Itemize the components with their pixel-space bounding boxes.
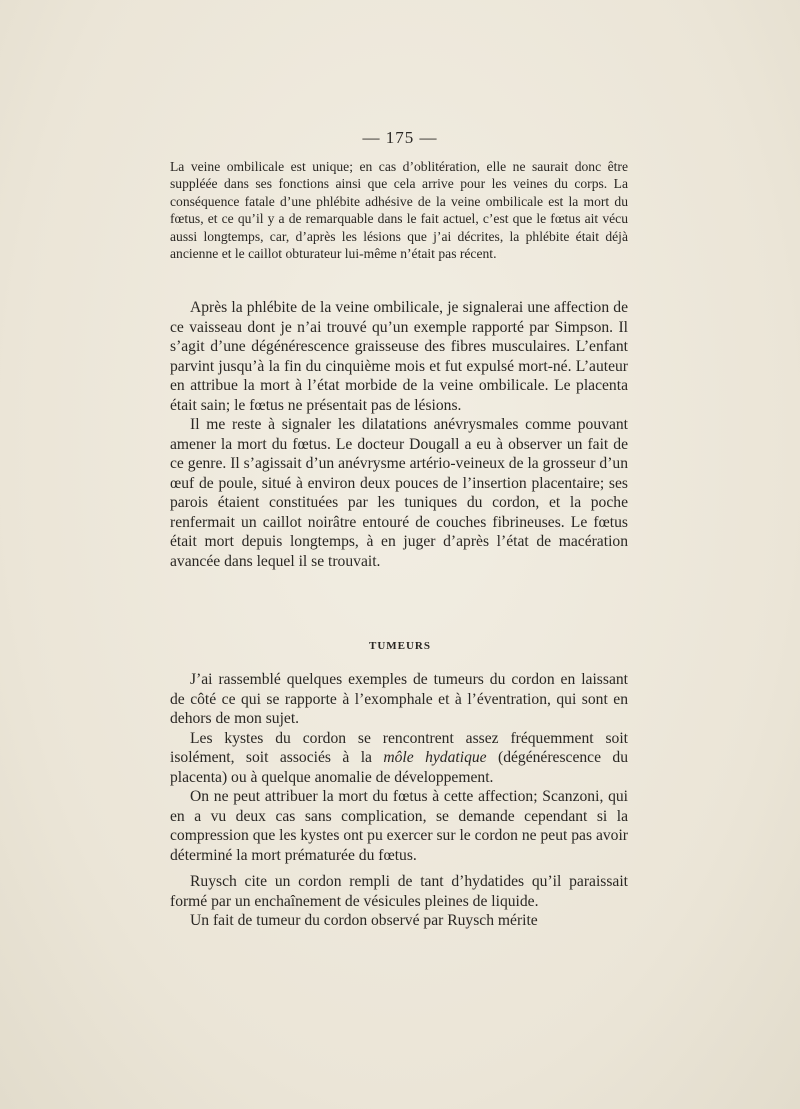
text-block-top <box>170 158 628 262</box>
paragraph-5-text-start: Les kystes du cordon se rencontrent assez fréquemment soit isolément, soit associés à la <box>170 729 628 766</box>
text-block-bottom <box>170 670 628 931</box>
paragraph-1: La veine ombilicale est unique; en cas d’oblitération, elle ne saurait donc être suppléée dans ses fonctions ainsi que cela arrive pour les veines du corps. La conséquence fatale d’une phlébite adhésive de la veine ombilicale est la mort du fœtus, et ce qu’il y a de remarquable dans le fait actuel, c’est que le fœtus ait vécu aussi longtemps, car, d’après les lésions que j’ai décrites, la phlébite était déjà ancienne et le caillot obturateur lui-même n’était pas récent. <box>170 159 628 262</box>
paragraph-4: J’ai rassemblé quelques exemples de tumeurs du cordon en laissant de côté ce qui se rapporte à l’exomphale et à l’éventration, qui sont en dehors de mon sujet. <box>170 671 628 727</box>
page-number: — 175 — <box>362 128 438 147</box>
text-block-middle <box>170 298 628 571</box>
paragraph-5-italic: môle hydatique <box>383 749 487 766</box>
paragraph-5-text-end: (dégénérescence du placenta) ou à quelque anomalie de développement. <box>170 749 629 786</box>
paragraph-2: Après la phlébite de la veine ombilicale, je signalerai une affection de ce vaisseau dont je n’ai trouvé qu’un exemple rapporté par Simpson. Il s’agit d’une dégénérescence graisseuse des fibres musculaires. L’enfant parvint jusqu’à la fin du cinquième mois et fut expulsé mort-né. L’auteur en attribue la mort à l’état morbide de la veine ombilicale. Le placenta était sain; le fœtus ne présentait pas de lésions. <box>170 299 628 414</box>
paragraph-7: Ruysch cite un cordon rempli de tant d’hydatides qu’il paraissait formé par un enchaînement de vésicules pleines de liquide. <box>170 873 628 910</box>
paragraph-3: Il me reste à signaler les dilatations anévrysmales comme pouvant amener la mort du fœtus. Le docteur Dougall a eu à observer un fait de ce genre. Il s’agissait d’un anévrysme artério-veineux de la grosseur d’un œuf de poule, situé à environ deux pouces de l’insertion placentaire; ses parois étaient constituées par les tuniques du cordon, et la poche renfermait un caillot noirâtre entouré de couches fibrineuses. Le fœtus était mort depuis longtemps, à en juger d’après l’état de macération avancée dans lequel il se trouvait. <box>170 416 628 570</box>
paragraph-6: On ne peut attribuer la mort du fœtus à cette affection; Scanzoni, qui en a vu deux cas sans complication, se demande cependant si la compression que les kystes ont pu exercer sur le cordon ne peut pas avoir déterminé la mort prématurée du fœtus. <box>170 788 628 864</box>
paragraph-8: Un fait de tumeur du cordon observé par Ruysch mérite <box>190 912 538 929</box>
section-heading: TUMEURS <box>368 640 431 652</box>
paragraph-5 <box>170 729 628 788</box>
